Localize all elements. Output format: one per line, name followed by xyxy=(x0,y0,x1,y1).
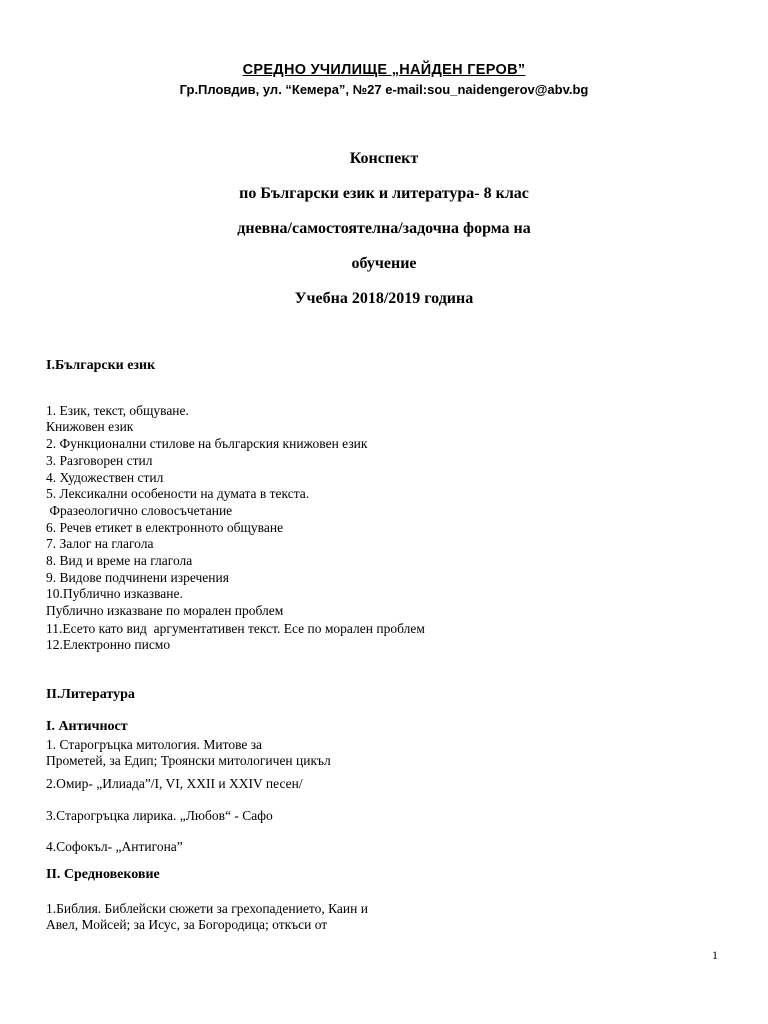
list-item: 11.Есето като вид аргументативен текст. Есе по морален проблем xyxy=(46,621,425,636)
list-item: 5. Лексикални особености на думата в текста. xyxy=(46,486,310,501)
subsection-heading-middle-ages: II. Средновековие xyxy=(46,867,160,882)
document-title: Конспект xyxy=(349,150,419,167)
list-item: Прометей, за Едип; Троянски митологичен цикъл xyxy=(46,753,331,768)
list-item: 6. Речев етикет в електронното общуване xyxy=(46,520,284,535)
list-item: 1. Старогръцка митология. Митове за xyxy=(46,737,263,752)
school-address: Гр.Пловдив, ул. “Кемера”, №27 e-mail:sou_naidengerov@abv.bg xyxy=(179,82,589,97)
subject-line: по Български език и литература- 8 клас xyxy=(239,185,529,202)
list-item: 3. Разговорен стил xyxy=(46,453,153,468)
section-heading-language: I.Български език xyxy=(46,358,156,373)
school-name: СРЕДНО УЧИЛИЩЕ „НАЙДЕН ГЕРОВ” xyxy=(242,62,526,78)
education-form-line: дневна/самостоятелна/задочна форма на xyxy=(237,220,531,237)
list-item: Фразеологично словосъчетание xyxy=(46,503,233,518)
list-item: Книжовен език xyxy=(46,419,134,434)
list-item: 2.Омир- „Илиада”/I, VI, XXII и XXIV песен/ xyxy=(46,776,303,791)
subsection-heading-antiquity: I. Античност xyxy=(46,719,128,734)
list-item: 9. Видове подчинени изречения xyxy=(46,570,229,585)
list-item: 12.Електронно писмо xyxy=(46,637,171,652)
list-item: Авел, Мойсей; за Исус, за Богородица; откъси от xyxy=(46,917,328,932)
list-item: 8. Вид и време на глагола xyxy=(46,553,193,568)
list-item: 7. Залог на глагола xyxy=(46,536,154,551)
list-item: Публично изказване по морален проблем xyxy=(46,603,284,618)
school-year-line: Учебна 2018/2019 година xyxy=(294,290,474,307)
section-heading-literature: II.Литература xyxy=(46,687,135,702)
education-form-line-2: обучение xyxy=(351,255,417,272)
list-item: 10.Публично изказване. xyxy=(46,586,183,601)
page-number: 1 xyxy=(712,948,718,962)
list-item: 2. Функционални стилове на българския книжовен език xyxy=(46,436,368,451)
list-item: 1.Библия. Библейски сюжети за грехопадението, Каин и xyxy=(46,901,368,916)
list-item: 1. Език, текст, общуване. xyxy=(46,403,189,418)
list-item: 4.Софокъл- „Антигона” xyxy=(46,839,183,854)
list-item: 3.Старогръцка лирика. „Любов“ - Сафо xyxy=(46,808,273,823)
list-item: 4. Художествен стил xyxy=(46,470,164,485)
